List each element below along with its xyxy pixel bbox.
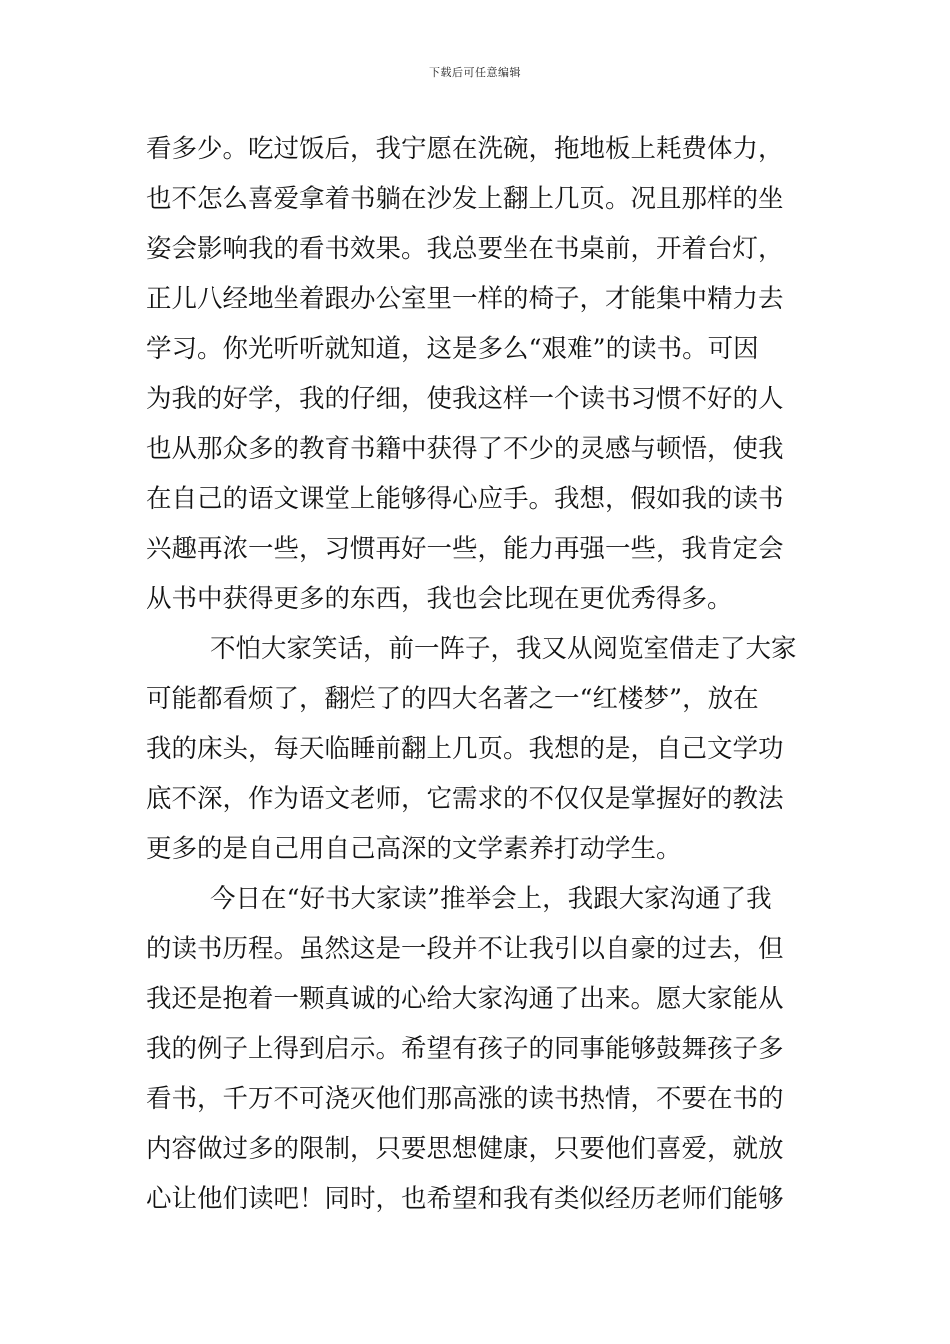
text-line: 兴趣再浓一些，习惯再好一些，能力再强一些，我肯定会 xyxy=(146,534,784,564)
text-line: 也从那众多的教育书籍中获得了不少的灵感与顿悟，使我 xyxy=(146,434,784,464)
text-line: 也不怎么喜爱拿着书躺在沙发上翻上几页。况且那样的坐 xyxy=(146,184,784,214)
text-line: 为我的好学，我的仔细，使我这样一个读书习惯不好的人 xyxy=(146,384,784,414)
text-line: 在自己的语文课堂上能够得心应手。我想，假如我的读书 xyxy=(146,484,784,514)
text-line: 我的床头，每天临睡前翻上几页。我想的是，自己文学功 xyxy=(146,734,784,764)
text-line: 从书中获得更多的东西，我也会比现在更优秀得多。 xyxy=(146,584,733,614)
text-line: 看书，千万不可浇灭他们那高涨的读书热情，不要在书的 xyxy=(146,1084,784,1114)
text-line: 我的例子上得到启示。希望有孩子的同事能够鼓舞孩子多 xyxy=(146,1034,784,1064)
text-line: 正儿八经地坐着跟办公室里一样的椅子，才能集中精力去 xyxy=(146,284,784,314)
text-line: 学习。你光听听就知道，这是多么“艰难”的读书。可因 xyxy=(146,334,759,364)
page-header: 下载后可任意编辑 xyxy=(429,66,521,79)
text-line: 心让他们读吧！同时，也希望和我有类似经历老师们能够 xyxy=(146,1184,784,1214)
document-body xyxy=(146,124,808,1224)
text-line: 可能都看烦了，翻烂了的四大名著之一“红楼梦”，放在 xyxy=(146,684,759,714)
text-line: 看多少。吃过饭后，我宁愿在洗碗，拖地板上耗费体力， xyxy=(146,134,784,164)
text-line: 姿会影响我的看书效果。我总要坐在书桌前，开着台灯， xyxy=(146,234,784,264)
text-line: 的读书历程。虽然这是一段并不让我引以自豪的过去，但 xyxy=(146,934,784,964)
text-line: 底不深，作为语文老师，它需求的不仅仅是掌握好的教法 xyxy=(146,784,784,814)
text-line-paragraph-start: 今日在“好书大家读”推举会上，我跟大家沟通了我 xyxy=(210,884,772,914)
text-line: 更多的是自己用自己高深的文学素养打动学生。 xyxy=(146,834,682,864)
text-line: 内容做过多的限制，只要思想健康，只要他们喜爱，就放 xyxy=(146,1134,784,1164)
text-line: 我还是抱着一颗真诚的心给大家沟通了出来。愿大家能从 xyxy=(146,984,784,1014)
text-line-paragraph-start: 不怕大家笑话，前一阵子，我又从阅览室借走了大家 xyxy=(210,634,797,664)
